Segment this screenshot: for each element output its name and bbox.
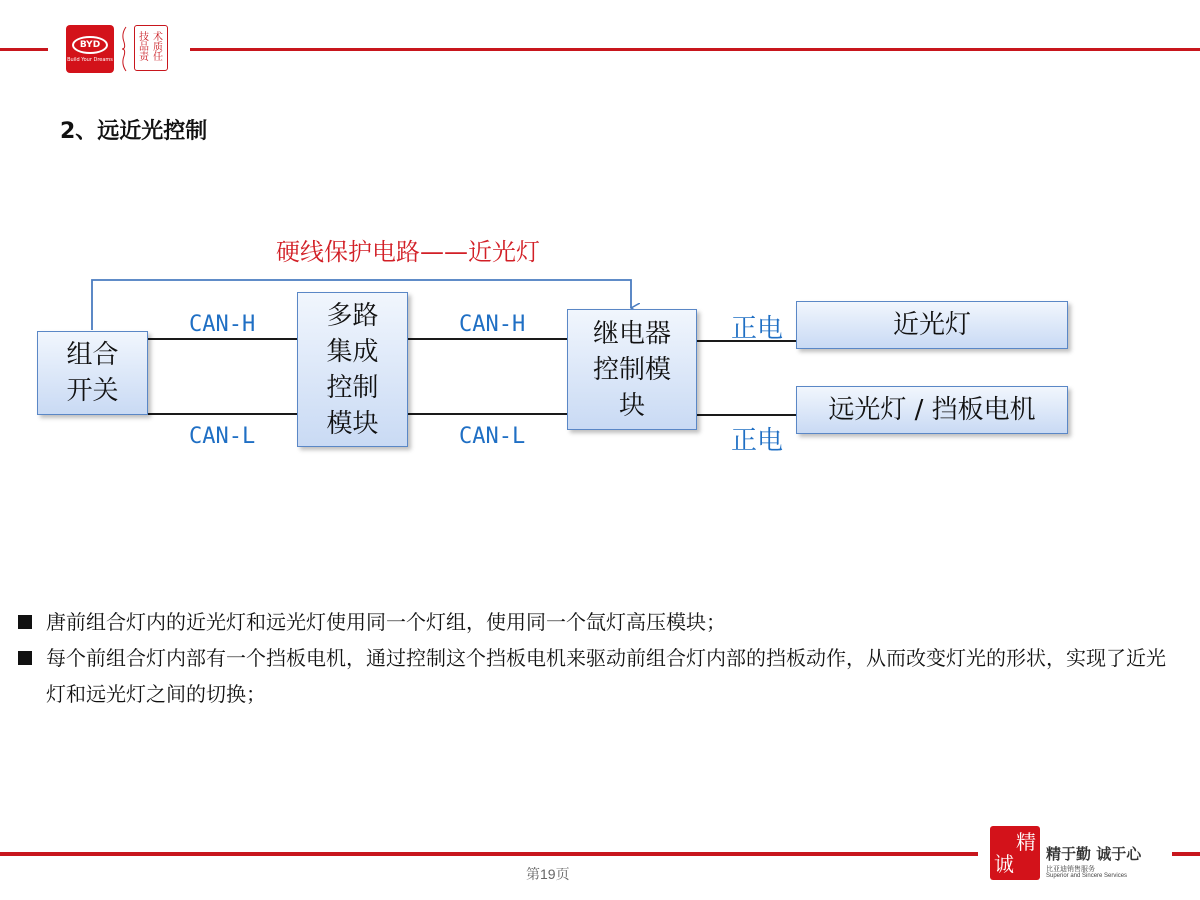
power-label-1: 正电 bbox=[731, 314, 784, 344]
combo-switch-box: 组合 开关 bbox=[37, 331, 148, 415]
square-bullet-icon bbox=[18, 615, 32, 629]
low-beam-box: 近光灯 bbox=[796, 301, 1068, 349]
bullet-text: 每个前组合灯内部有一个挡板电机，通过控制这个挡板电机来驱动前组合灯内部的挡板动作，从而改变灯光的形状，实现了近光灯和远光灯之间的切换； bbox=[46, 646, 1166, 706]
brand-subtitle: 比亚迪销售服务 bbox=[1046, 865, 1095, 873]
byd-logo-slogan: Build Your Dreams bbox=[67, 56, 113, 63]
seal-char: 任 bbox=[153, 52, 163, 63]
byd-logo bbox=[66, 25, 114, 73]
section-title: 2、远近光控制 bbox=[60, 119, 208, 144]
power-wire-high-beam bbox=[697, 414, 797, 416]
logo-char: 精 bbox=[1016, 830, 1036, 854]
can-l-label-1: CAN-L bbox=[189, 424, 256, 449]
list-item bbox=[18, 640, 1183, 712]
footer-divider-right bbox=[1172, 852, 1200, 856]
byd-logo-text: BYD bbox=[72, 36, 108, 54]
seal-char: 术 bbox=[153, 32, 163, 43]
jingcheng-logo bbox=[990, 826, 1040, 880]
header-divider-right bbox=[190, 48, 1200, 51]
quality-seal bbox=[134, 25, 168, 71]
power-label-2: 正电 bbox=[731, 426, 784, 456]
divider-brace-icon bbox=[120, 26, 128, 72]
can-h-label-1: CAN-H bbox=[189, 312, 256, 337]
brand-slogan: 精于勤 诚于心 bbox=[1046, 845, 1142, 863]
header-divider-left bbox=[0, 48, 48, 51]
can-h-wire-2 bbox=[408, 338, 568, 340]
bullet-list bbox=[18, 604, 1183, 712]
footer-divider-left bbox=[0, 852, 978, 856]
bullet-text: 唐前组合灯内的近光灯和远光灯使用同一个灯组，使用同一个氙灯高压模块； bbox=[46, 610, 726, 634]
can-h-wire-1 bbox=[148, 338, 298, 340]
high-beam-motor-box: 远光灯 / 挡板电机 bbox=[796, 386, 1068, 434]
seal-char: 质 bbox=[153, 42, 163, 53]
can-l-label-2: CAN-L bbox=[459, 424, 526, 449]
seal-char: 技 bbox=[139, 32, 149, 43]
page-number: 第19页 bbox=[526, 866, 570, 882]
relay-control-module-box: 继电器 控制模 块 bbox=[567, 309, 697, 430]
seal-char: 责 bbox=[139, 52, 149, 63]
seal-char: 品 bbox=[139, 42, 149, 53]
list-item bbox=[18, 604, 1183, 640]
can-l-wire-1 bbox=[148, 413, 298, 415]
brand-english: Superior and Sincere Services bbox=[1046, 873, 1128, 879]
logo-char: 诚 bbox=[994, 852, 1014, 876]
hardwire-protection-title: 硬线保护电路——近光灯 bbox=[276, 238, 540, 266]
can-h-label-2: CAN-H bbox=[459, 312, 526, 337]
square-bullet-icon bbox=[18, 651, 32, 665]
can-l-wire-2 bbox=[408, 413, 568, 415]
multiplex-control-module-box: 多路 集成 控制 模块 bbox=[297, 292, 408, 447]
